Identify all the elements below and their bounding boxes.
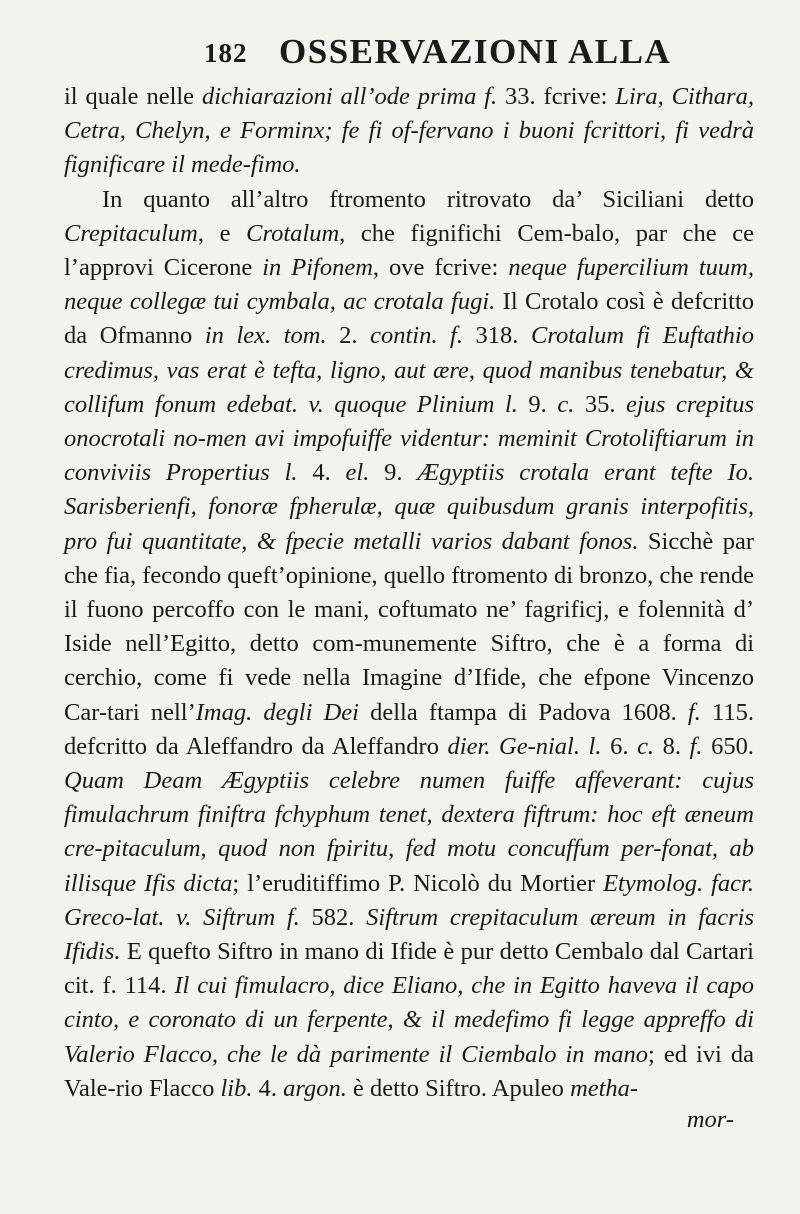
running-head: OSSERVAZIONI ALLA	[279, 32, 672, 71]
catchword: mor-	[686, 1106, 734, 1134]
paragraph-2: In quanto all’altro ftromento ritrovato da’ Siciliani detto Crepitaculum, e Crotalum, che fignifichi Cem-balo, par che ce l’approvi Cicerone in Pifonem, ove fcrive: neque fupercilium tuum, neque collegæ tui cymbala, ac crotala fugi. Il Crotalo così è defcritto da Ofmanno in lex. tom. 2. contin. f. 318. Crotalum fi Euftathio credimus, vas erat è tefta, ligno, aut ære, quod manibus tenebatur, & collifum fonum edebat. v. quoque Plinium l. 9. c. 35. ejus crepitus onocrotali no-men avi impofuiffe videntur: meminit Crotoliftiarum in conviviis Propertius l. 4. el. 9. Ægyptiis crotala erant tefte Io. Sarisberienfi, fonoræ fpherulæ, quæ quibusdum granis interpofitis, pro fui quantitate, & fpecie metalli varios dabant fonos. Sicchè par che fia, fecondo queft’opinione, quello ftromento di bronzo, che rende il fuono percoffo con le mani, coftumato ne’ fagrificj, e folennità d’ Iside nell’Egitto, detto com-munemente Siftro, che è a forma di cerchio, come fi vede nella Imagine d’Ifide, che efpone Vincenzo Car-tari nell’Imag. degli Dei della ftampa di Padova 1608. f. 115. defcritto da Aleffandro da Aleffandro dier. Ge-nial. l. 6. c. 8. f. 650. Quam Deam Ægyptiis celebre numen fuiffe affeverant: cujus fimulachrum finiftra fchyphum tenet, dextera fiftrum: hoc eft æneum cre-pitaculum, quod non fpiritu, fed motu concuffum per-fonat, ab illisque Ifis dicta; l’eruditiffimo P. Nicolò du Mortier Etymolog. facr. Greco-lat. v. Siftrum f. 582. Siftrum crepitaculum æreum in facris Ifidis. E quefto Siftro in mano di Ifide è pur detto Cembalo dal Cartari cit. f. 114. Il cui fimulacro, dice Eliano, che in Egitto haveva il capo cinto, e coronato di un ferpente, & il medefimo fi legge appreffo di Valerio Flacco, che le dà parimente il Ciembalo in mano; ed ivi da Vale-rio Flacco lib. 4. argon. è detto Siftro. Apuleo metha-	[64, 185, 755, 1102]
paragraph-1: il quale nelle dichiarazioni all’ode prima f. 33. fcrive: Lira, Cithara, Cetra, Chelyn, e Forminx; fe fi of-fervano i buoni fcrittori, fi vedrà fignificare il mede-fimo.	[64, 83, 754, 179]
page-number: 182	[204, 38, 248, 68]
book-page	[64, 30, 754, 1200]
body-text	[64, 80, 754, 1106]
page-header	[64, 30, 754, 80]
